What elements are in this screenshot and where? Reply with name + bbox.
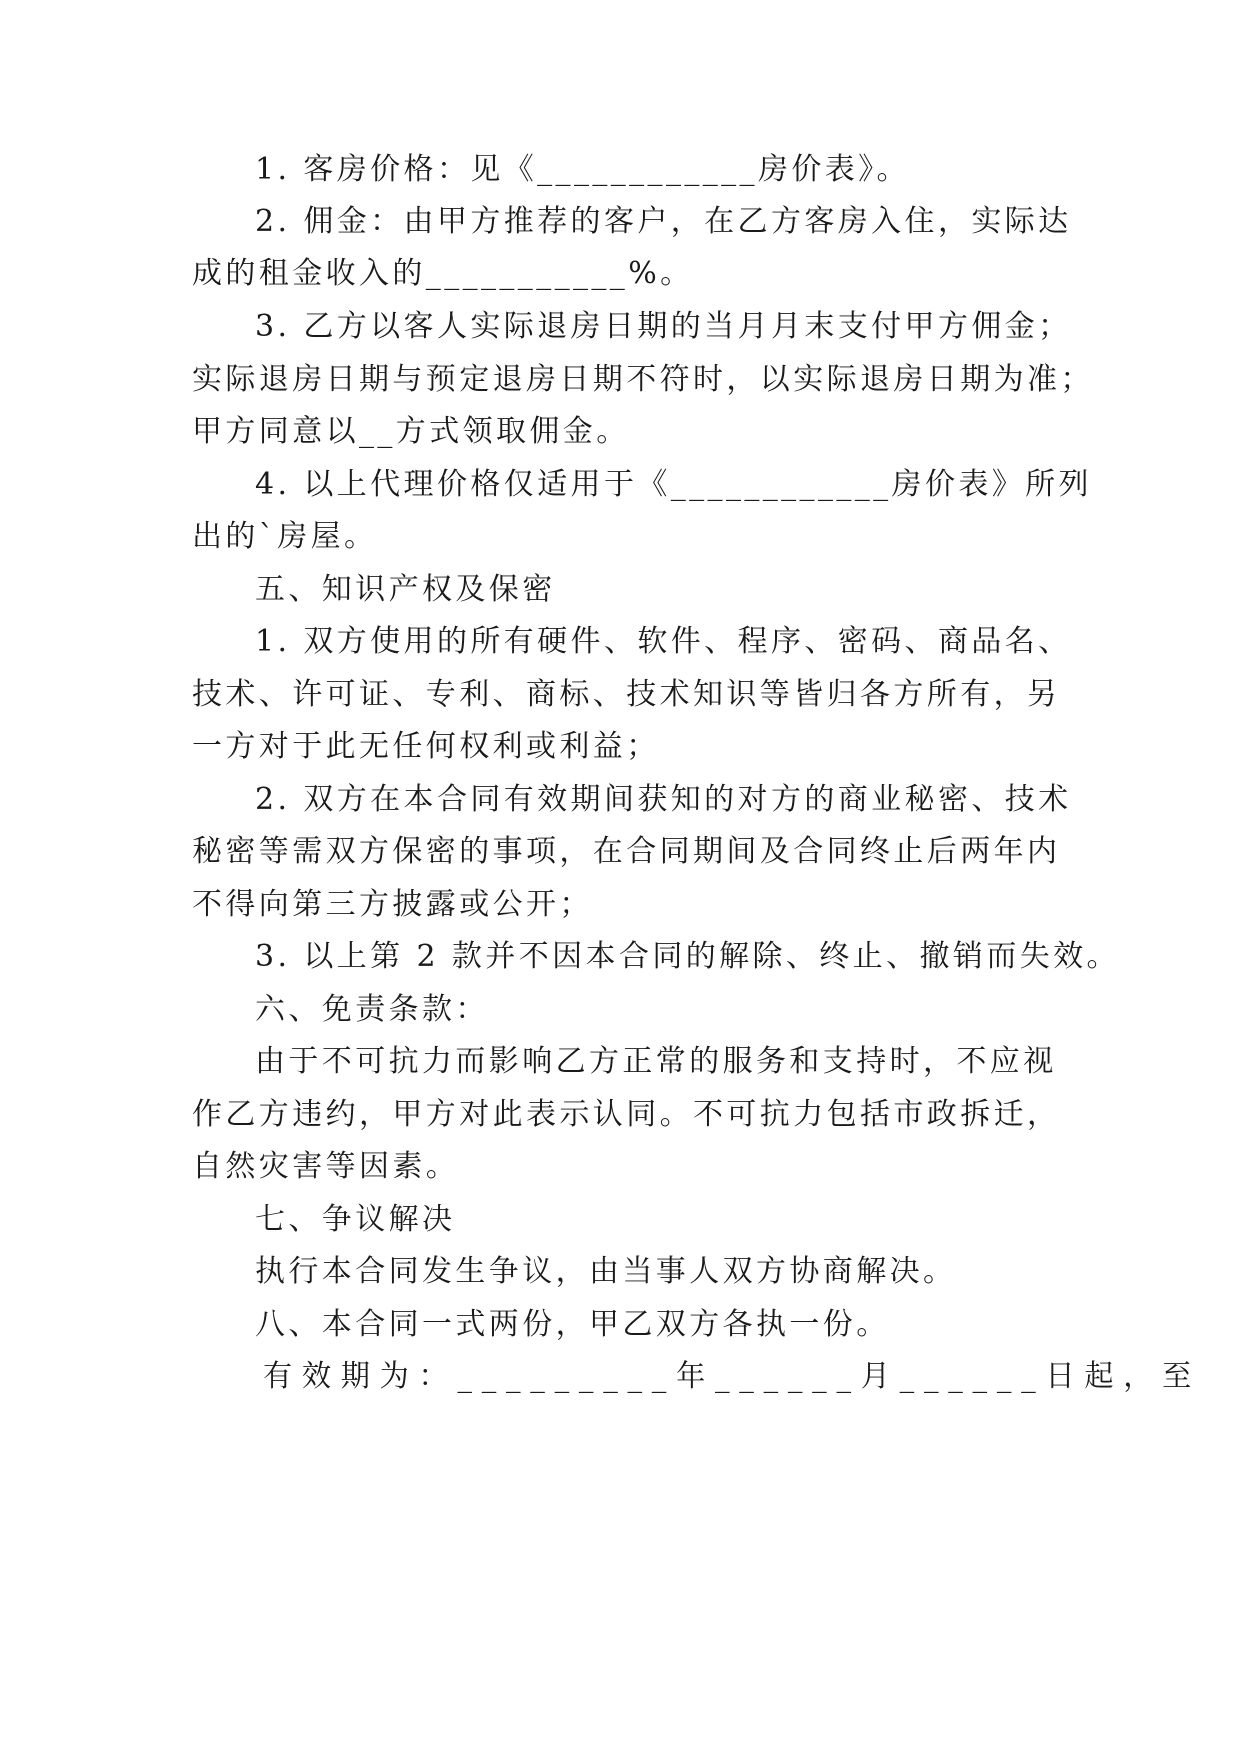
clause-ip-ownership-cont-1: 技术、许可证、专利、商标、技术知识等皆归各方所有，另 xyxy=(192,677,1061,712)
clause-dispute: 执行本合同发生争议，由当事人双方协商解决。 xyxy=(255,1254,957,1289)
section-heading-disclaimer: 六、免责条款： xyxy=(255,992,489,1027)
clause-commission-cont: 成的租金收入的___________%。 xyxy=(192,256,694,291)
clause-payment-cont-1: 实际退房日期与预定退房日期不符时，以实际退房日期为准； xyxy=(192,362,1094,397)
clause-force-majeure-cont-1: 作乙方违约，甲方对此表示认同。不可抗力包括市政拆迁， xyxy=(192,1097,1061,1132)
clause-confidentiality-cont-2: 不得向第三方披露或公开； xyxy=(192,887,593,922)
clause-payment-cont-2: 甲方同意以__方式领取佣金。 xyxy=(192,414,630,449)
clause-force-majeure-cont-2: 自然灾害等因素。 xyxy=(192,1149,460,1184)
clause-commission: 2. 佣金：由甲方推荐的客户，在乙方客房入住，实际达 xyxy=(255,204,1072,239)
clause-price-scope-cont: 出的`房屋。 xyxy=(192,519,378,554)
clause-copies: 八、本合同一式两份，甲乙双方各执一份。 xyxy=(255,1307,890,1342)
section-heading-dispute: 七、争议解决 xyxy=(255,1202,456,1237)
section-heading-ip: 五、知识产权及保密 xyxy=(255,572,556,607)
clause-price-scope: 4. 以上代理价格仅适用于《____________房价表》所列 xyxy=(255,467,1092,502)
clause-validity: 有效期为：_________年______月______日起，至 xyxy=(263,1359,1201,1394)
clause-confidentiality-cont-1: 秘密等需双方保密的事项，在合同期间及合同终止后两年内 xyxy=(192,834,1061,869)
clause-ip-ownership: 1. 双方使用的所有硬件、软件、程序、密码、商品名、 xyxy=(255,624,1072,659)
clause-payment: 3. 乙方以客人实际退房日期的当月月末支付甲方佣金； xyxy=(255,309,1072,344)
clause-survival: 3. 以上第 2 款并不因本合同的解除、终止、撤销而失效。 xyxy=(255,939,1120,974)
clause-force-majeure: 由于不可抗力而影响乙方正常的服务和支持时，不应视 xyxy=(255,1044,1057,1079)
clause-confidentiality: 2. 双方在本合同有效期间获知的对方的商业秘密、技术 xyxy=(255,782,1072,817)
clause-room-price: 1. 客房价格：见《____________房价表》。 xyxy=(255,152,910,187)
clause-ip-ownership-cont-2: 一方对于此无任何权利或利益； xyxy=(192,729,660,764)
